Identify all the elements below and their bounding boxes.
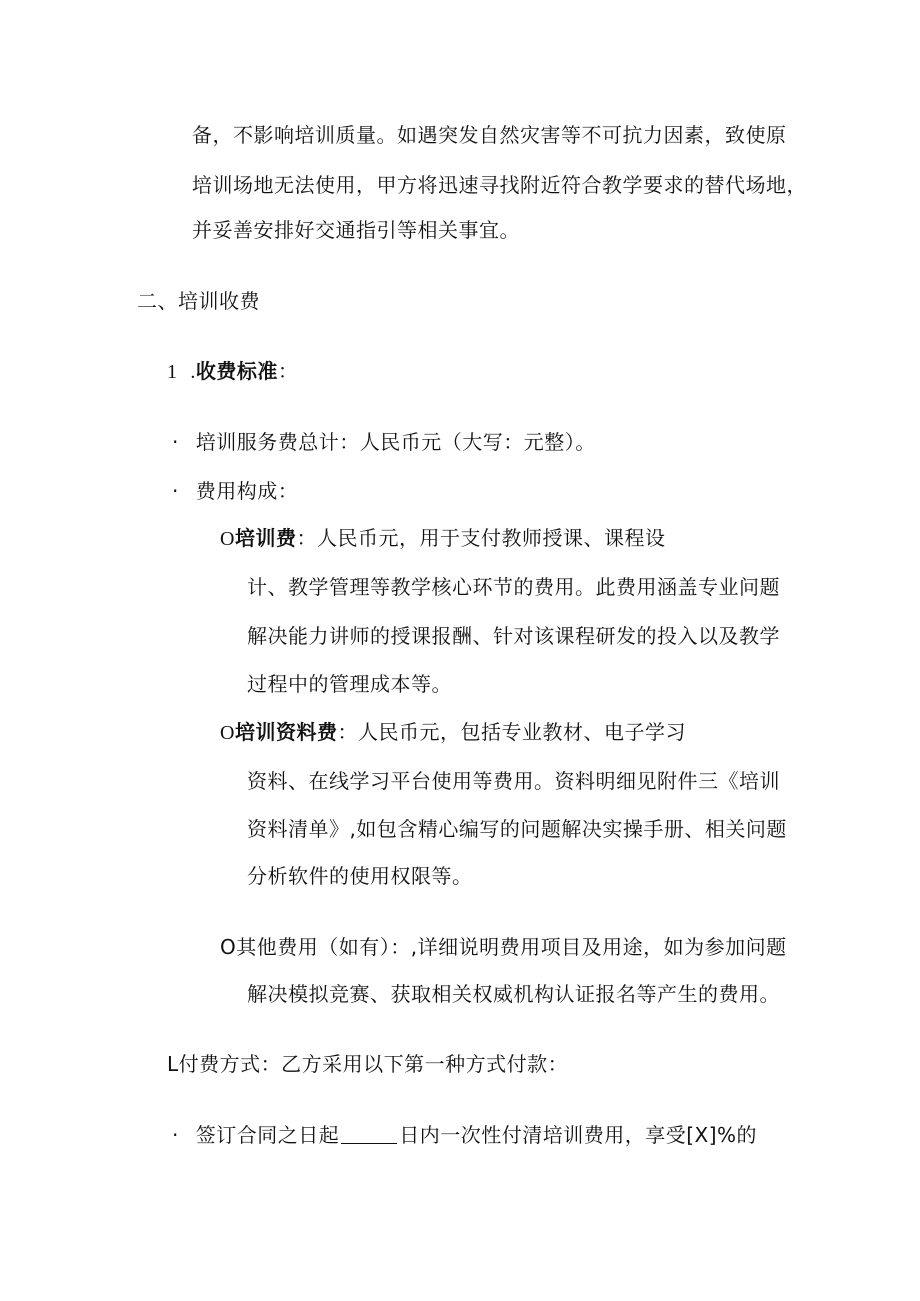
other-fee-line-2: 解决模拟竞赛、获取相关权威机构认证报名等产生的费用。 (247, 982, 780, 1006)
training-fee-line-3: 解决能力讲师的授课报酬、针对该课程研发的投入以及教学 (247, 624, 780, 648)
payment-bullet-after: 日内一次性付清培训费用，享受[X]%的 (399, 1123, 758, 1147)
total-fee-text: 培训服务费总计：人民币元（大写：元整）。 (195, 430, 596, 454)
training-fee-title: 培训费 (234, 526, 297, 550)
section-heading: 二、培训收费 (137, 289, 260, 313)
materials-fee-line-2: 资料、在线学习平台使用等费用。资料明细见附件三《培训 (247, 769, 780, 793)
intro-line-3: 并妥善安排好交通指引等相关事宜。 (192, 218, 520, 242)
fee-standard-colon: ： (277, 359, 299, 383)
payment-bullet (172, 1121, 757, 1149)
days-blank-field[interactable] (341, 1125, 397, 1144)
bullet-dot-icon: · (172, 430, 179, 454)
intro-line-1: 备，不影响培训质量。如遇突发自然灾害等不可抗力因素，致使原 (192, 123, 787, 147)
composition-text: 费用构成： (195, 479, 299, 503)
materials-fee-line-1 (220, 718, 686, 747)
bullet-dot-icon: · (172, 1123, 179, 1147)
training-fee-line-1 (220, 524, 665, 553)
fee-standard-title: 收费标准 (195, 359, 278, 383)
bullet-dot-icon: · (172, 479, 179, 503)
training-fee-line-4: 过程中的管理成本等。 (247, 672, 452, 696)
fee-standard-heading (167, 357, 298, 386)
training-fee-line-2: 计、教学管理等教学核心环节的费用。此费用涵盖专业问题 (247, 575, 780, 599)
intro-line-2: 培训场地无法使用，甲方将迅速寻找附近符合教学要求的替代场地， (192, 173, 807, 197)
circle-marker-icon: O (220, 528, 235, 550)
fee-standard-number: 1 (167, 361, 178, 383)
materials-fee-title: 培训资料费 (234, 720, 338, 744)
circle-marker-icon: O (220, 722, 235, 744)
payment-heading: L付费方式：乙方采用以下第一种方式付款： (167, 1052, 569, 1076)
training-fee-text: ：人民币元，用于支付教师授课、课程设 (296, 526, 666, 550)
fee-standard-dot: . (190, 361, 196, 383)
other-fee-line-1: O其他费用（如有）：,详细说明费用项目及用途，如为参加问题 (220, 935, 787, 959)
materials-fee-text: ：人民币元，包括专业教材、电子学习 (337, 720, 686, 744)
total-fee-bullet (172, 428, 596, 456)
payment-bullet-before: 签订合同之日起 (195, 1123, 340, 1147)
materials-fee-line-3: 资料清单》,如包含精心编写的问题解决实操手册、相关问题 (247, 817, 787, 841)
materials-fee-line-4: 分析软件的使用权限等。 (247, 864, 473, 888)
composition-bullet (172, 477, 298, 505)
